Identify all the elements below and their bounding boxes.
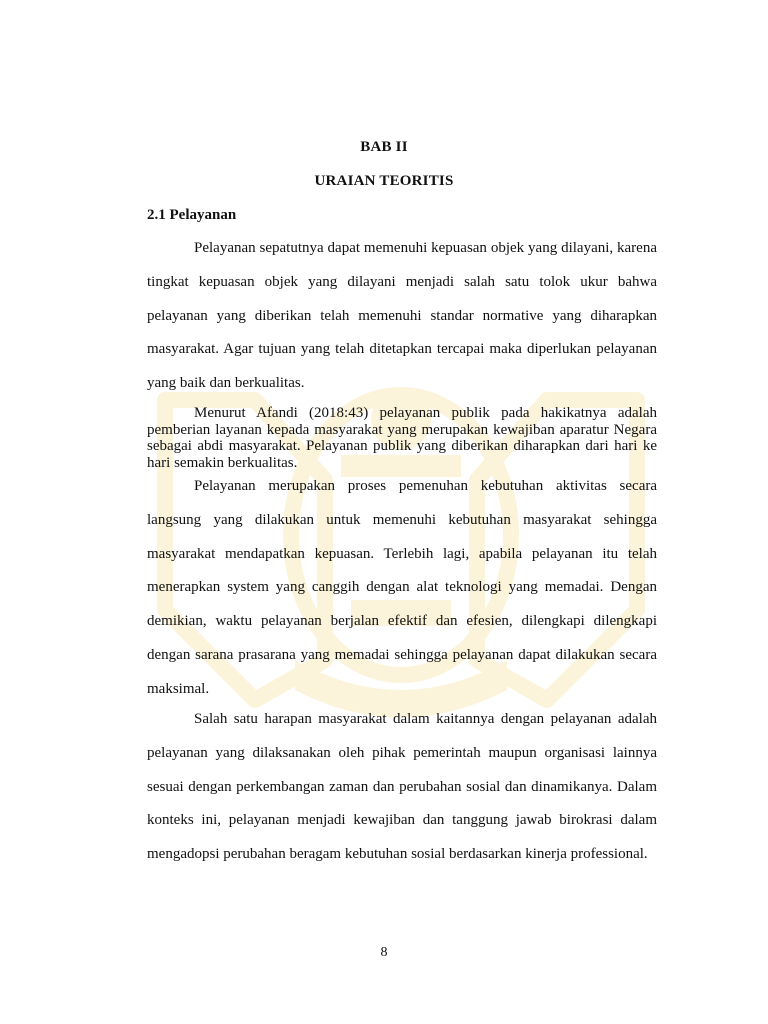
paragraph-1: Pelayanan sepatutnya dapat memenuhi kepuasan objek yang dilayani, karena tingkat kepuasan objek yang dilayani menjadi salah satu tolok ukur bahwa pelayanan yang diberikan telah memenuhi standar normative yang diharapkan masyarakat. Agar tujuan yang telah ditetapkan tercapai maka diperlukan pelayanan yang baik dan berkualitas. xyxy=(147,240,657,392)
paragraph-3: Pelayanan merupakan proses pemenuhan kebutuhan aktivitas secara langsung yang dilakukan untuk memenuhi kebutuhan masyarakat sehingga masyarakat mendapatkan kepuasan. Terlebih lagi, apabila pelayanan itu telah menerapkan system yang canggih dengan alat teknologi yang memadai. Dengan demikian, waktu pelayanan berjalan efektif dan efesien, dilengkapi dilengkapi dengan sarana prasarana yang memadai sehingga pelayanan dapat dilakukan secara maksimal. xyxy=(147,478,657,697)
page-number: 8 xyxy=(380,945,388,960)
chapter-title: URAIAN TEORITIS xyxy=(314,173,454,189)
paragraph-4: Salah satu harapan masyarakat dalam kaitannya dengan pelayanan adalah pelayanan yang dilaksanakan oleh pihak pemerintah maupun organisasi lainnya sesuai dengan perkembangan zaman dan perubahan sosial dan dinamikanya. Dalam konteks ini, pelayanan menjadi kewajiban dan tanggung jawab birokrasi dalam mengadopsi perubahan beragam kebutuhan sosial berdasarkan kinerja professional. xyxy=(147,711,657,863)
paragraph-2-quote: Menurut Afandi (2018:43) pelayanan publik pada hakikatnya adalah pemberian layanan kepada masyarakat yang merupakan kewajiban aparatur Negara sebagai abdi masyarakat. Pelayanan publik yang diberikan diharapkan dari hari ke hari semakin berkualitas. xyxy=(147,405,657,471)
chapter-number: BAB II xyxy=(360,139,408,155)
section-heading: 2.1 Pelayanan xyxy=(147,207,237,223)
